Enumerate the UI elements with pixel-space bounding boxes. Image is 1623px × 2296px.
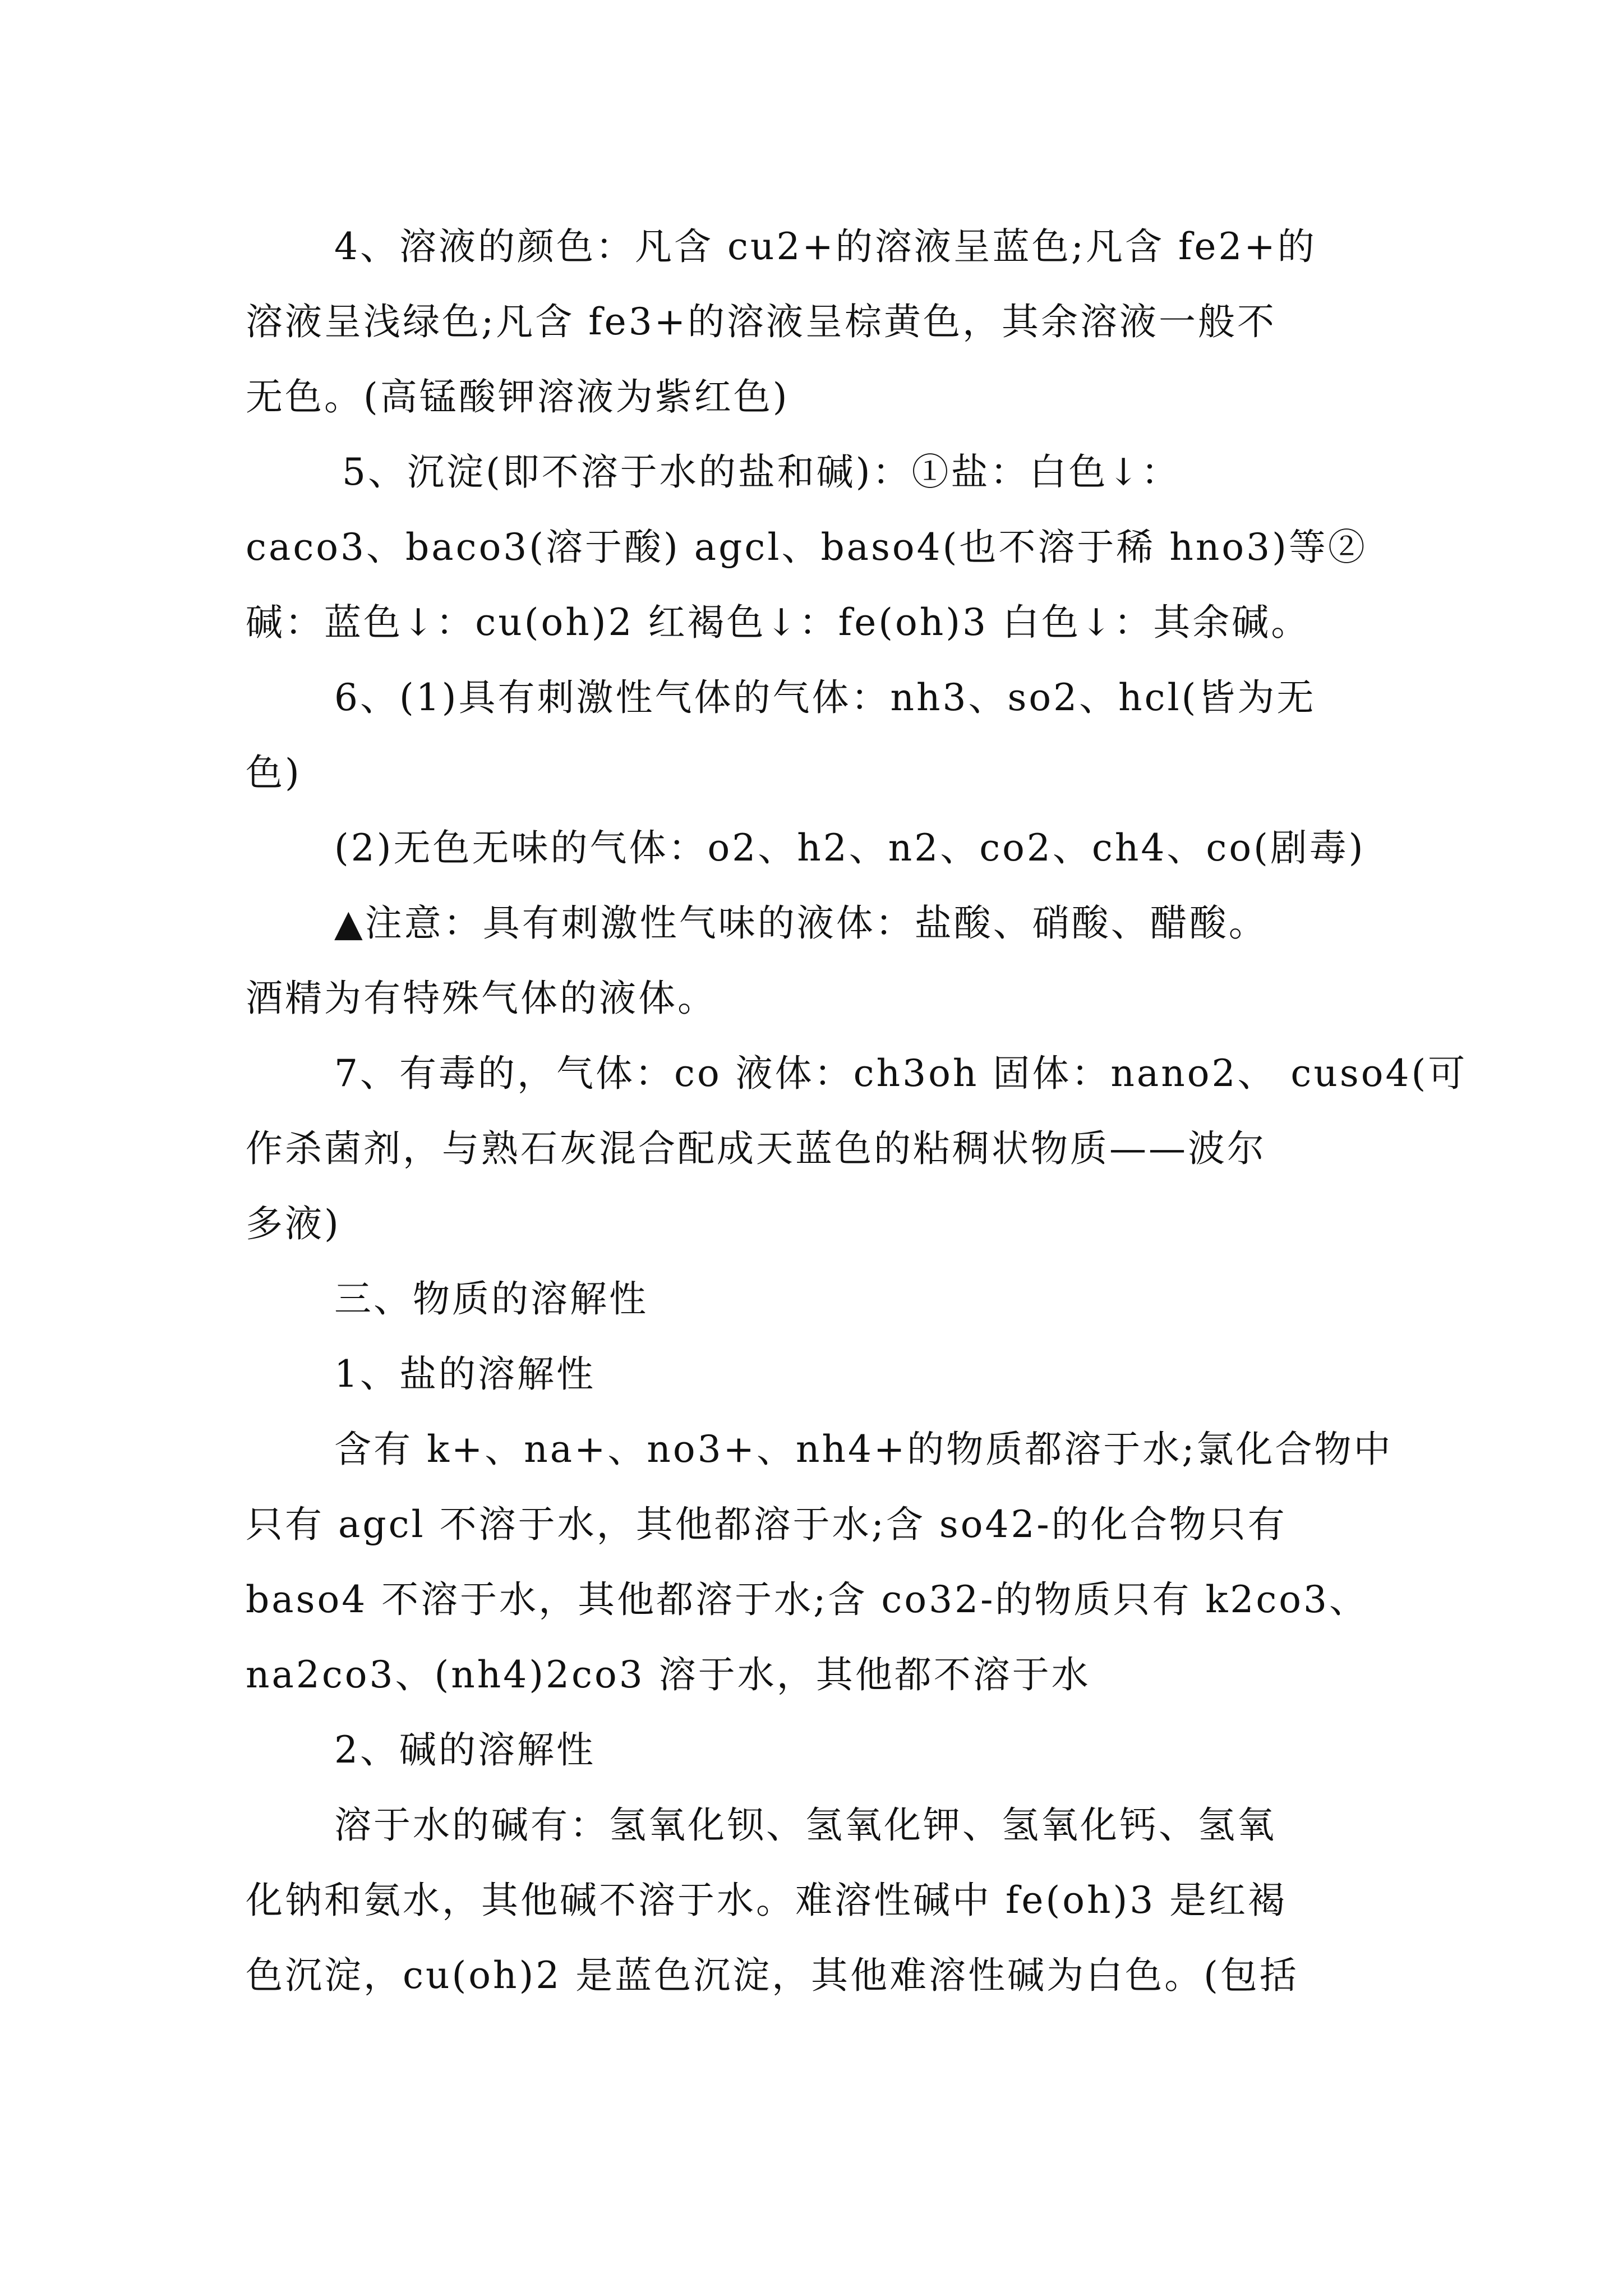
text-line: 7、有毒的，气体：co 液体：ch3oh 固体：nano2、 cuso4(可 xyxy=(334,1052,1468,1095)
subsection-heading: 2、碱的溶解性 xyxy=(334,1728,596,1772)
text-line: 5、沉淀(即不溶于水的盐和碱)：①盐：白色↓： xyxy=(342,450,1181,494)
text-line: 碱：蓝色↓：cu(oh)2 红褐色↓：fe(oh)3 白色↓：其余碱。 xyxy=(246,601,1311,644)
text-line: 化钠和氨水，其他碱不溶于水。难溶性碱中 fe(oh)3 是红褐 xyxy=(246,1879,1288,1922)
text-line: 含有 k+、na+、no3+、nh4+的物质都溶于水;氯化合物中 xyxy=(334,1428,1393,1471)
text-line: ▲注意：具有刺激性气味的液体：盐酸、硝酸、醋酸。 xyxy=(334,901,1268,945)
text-line: (2)无色无味的气体：o2、h2、n2、co2、ch4、co(剧毒) xyxy=(334,826,1366,869)
text-line: 色) xyxy=(246,751,302,794)
text-line: 溶液呈浅绿色;凡含 fe3+的溶液呈棕黄色，其余溶液一般不 xyxy=(246,300,1276,343)
text-line: 只有 agcl 不溶于水，其他都溶于水;含 so42-的化合物只有 xyxy=(246,1503,1287,1546)
text-line: 无色。(高锰酸钾溶液为紫红色) xyxy=(246,375,790,418)
section-heading: 三、物质的溶解性 xyxy=(334,1277,648,1320)
text-line: 4、溶液的颜色：凡含 cu2+的溶液呈蓝色;凡含 fe2+的 xyxy=(334,225,1317,268)
text-line: 多液) xyxy=(246,1202,341,1245)
text-line: 作杀菌剂，与熟石灰混合配成天蓝色的粘稠状物质——波尔 xyxy=(246,1127,1266,1170)
subsection-heading: 1、盐的溶解性 xyxy=(334,1352,596,1396)
text-line: 溶于水的碱有：氢氧化钡、氢氧化钾、氢氧化钙、氢氧 xyxy=(334,1803,1276,1847)
text-line: 色沉淀，cu(oh)2 是蓝色沉淀，其他难溶性碱为白色。(包括 xyxy=(246,1954,1299,1997)
text-line: 6、(1)具有刺激性气体的气体：nh3、so2、hcl(皆为无 xyxy=(334,676,1316,719)
text-line: 酒精为有特殊气体的液体。 xyxy=(246,977,717,1020)
text-line: baso4 不溶于水，其他都溶于水;含 co32-的物质只有 k2co3、 xyxy=(246,1578,1369,1621)
text-line: caco3、baco3(溶于酸) agcl、baso4(也不溶于稀 hno3)等② xyxy=(246,526,1367,569)
text-line: na2co3、(nh4)2co3 溶于水，其他都不溶于水 xyxy=(246,1653,1091,1696)
